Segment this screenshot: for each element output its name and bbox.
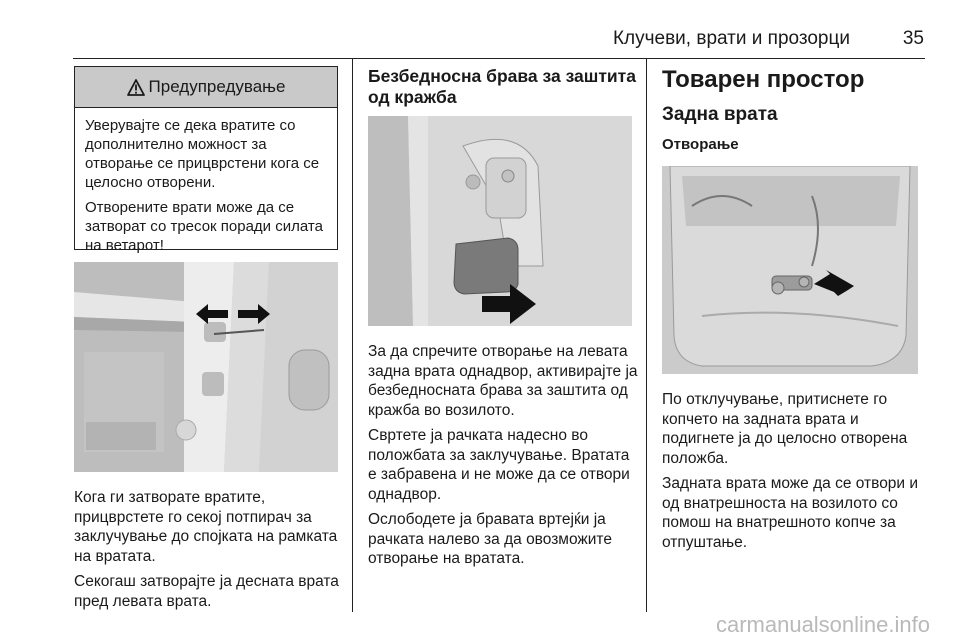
watermark: carmanualsonline.info bbox=[715, 612, 930, 637]
warning-triangle-icon bbox=[127, 79, 145, 96]
column-divider-1 bbox=[352, 58, 353, 612]
subsubsection-title: Отворање bbox=[662, 136, 739, 153]
door-lock-figure bbox=[74, 262, 338, 472]
warning-paragraph: Отворените врати може да се затворат со тресок поради силата на ветарот! bbox=[85, 199, 323, 254]
warning-body bbox=[75, 108, 337, 255]
col2-paragraph: Ослободете ја бравата вртејќи ја рачката налево за да овозможите отворање на вратата. bbox=[368, 511, 612, 567]
col2-paragraph: Свртете ја рачката надесно во положбата за заклучување. Вратата е забравена и не може да се отвори однадвор. bbox=[368, 427, 630, 503]
col3-text bbox=[662, 390, 934, 558]
page-number: 35 bbox=[902, 28, 924, 49]
warning-box bbox=[74, 66, 338, 254]
col1-text bbox=[74, 488, 346, 617]
tailgate-figure bbox=[662, 166, 918, 374]
theft-lock-figure bbox=[368, 116, 632, 326]
col2-text bbox=[368, 342, 640, 575]
chapter-title: Клучеви, врати и прозорци bbox=[612, 28, 850, 49]
column-divider-2 bbox=[646, 58, 647, 612]
col3-paragraph: По отклучување, притиснете го копчето на задната врата и подигнете ја до целосно отворена положба. bbox=[662, 391, 908, 467]
col2-paragraph: За да спречите отворање на левата задна врата однадвор, активирајте ја безбедносната брава за заштита од кражба во возилото. bbox=[368, 343, 638, 419]
header-rule bbox=[73, 58, 925, 59]
section-title: Товарен простор bbox=[662, 66, 865, 93]
subsection-title: Задна врата bbox=[662, 104, 778, 125]
col2-heading: Безбедносна брава за заштита од кражба bbox=[368, 66, 636, 107]
page-header bbox=[0, 0, 960, 60]
warning-title: Предупредување bbox=[148, 77, 286, 96]
warning-paragraph: Уверувајте се дека вратите со дополнително можност за отворање се прицврстени кога се целосно отворени. bbox=[85, 117, 320, 191]
col3-paragraph: Задната врата може да се отвори и од внатрешноста на возилото со помош на внатрешното копче за отпуштање. bbox=[662, 475, 919, 551]
warning-header bbox=[75, 67, 337, 108]
col1-paragraph: Кога ги затворате вратите, прицврстете го секој потпирач за заклучување до спојката на рамката на вратата. bbox=[74, 489, 338, 565]
col1-paragraph: Секогаш затворајте ја десната врата пред левата врата. bbox=[74, 573, 339, 610]
